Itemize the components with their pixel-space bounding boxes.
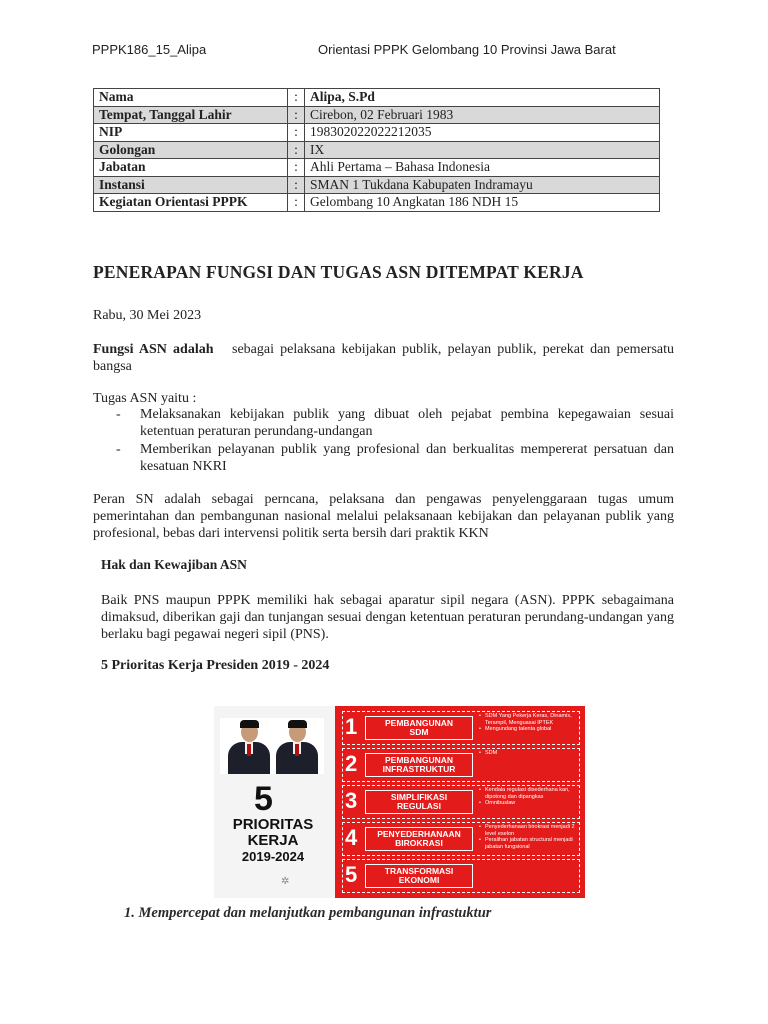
row-label: Kegiatan Orientasi PPPK bbox=[94, 194, 288, 212]
row-separator: : bbox=[288, 89, 305, 107]
priority-number: 2 bbox=[345, 751, 358, 776]
peran-paragraph: Peran SN adalah sebagai perncana, pelaksana dan pengawas penyelenggaraan tugas umum pemerintahan dan pembangunan nasional melalui pelaksanaan kebijakan dan pelayanan publik yang profesional, bebas dari intervensi politik serta bersih dari praktik KKN bbox=[93, 492, 674, 541]
row-separator: : bbox=[288, 124, 305, 142]
row-value: Cirebon, 02 Februari 1983 bbox=[305, 106, 660, 124]
priority-label: SIMPLIFIKASI REGULASI bbox=[365, 790, 473, 814]
poster-big-number: 5 bbox=[254, 780, 273, 818]
priority-label: PENYEDERHANAAN BIROKRASI bbox=[365, 827, 473, 851]
table-row bbox=[94, 176, 660, 194]
table-row bbox=[94, 194, 660, 212]
row-value: Ahli Pertama – Bahasa Indonesia bbox=[305, 159, 660, 177]
prioritas-poster bbox=[214, 706, 585, 898]
hak-heading: Hak dan Kewajiban ASN bbox=[101, 557, 247, 572]
row-separator: : bbox=[288, 176, 305, 194]
priority-label: TRANSFORMASI EKONOMI bbox=[365, 864, 473, 888]
priority-panel bbox=[335, 706, 585, 898]
hak-paragraph: Baik PNS maupun PPPK memiliki hak sebagai aparatur sipil negara (ASN). PPPK sebagaimana dimaksud, diberikan gaji dan tunjangan sesuai dengan ketentuan peraturan perundang-undangan yang berlaku bagi pegawai negeri sipil (PNS). bbox=[101, 593, 674, 642]
priority-row bbox=[342, 711, 580, 745]
table-row bbox=[94, 141, 660, 159]
prioritas-heading: 5 Prioritas Kerja Presiden 2019 - 2024 bbox=[101, 658, 330, 673]
priority-row bbox=[342, 859, 580, 893]
priority-notes: • Penyederhanaan birokrasi menjadi 2 level eselon • Peralihan jabatan structural menjadi jabatan fungsional bbox=[479, 824, 579, 850]
identity-table bbox=[93, 88, 660, 212]
poster-line-2: KERJA bbox=[247, 832, 299, 849]
priority-number: 3 bbox=[345, 788, 358, 813]
row-label: Tempat, Tanggal Lahir bbox=[94, 106, 288, 124]
list-item: - Melaksanakan kebijakan publik yang dibuat oleh pejabat pembina kepegawaian sesuai ketentuan peraturan perundang-undangan bbox=[116, 407, 674, 439]
list-item-text: Memberikan pelayanan publik yang profesional dan berkualitas mempererat persatuan dan kesatuan NKRI bbox=[140, 442, 674, 474]
row-value: IX bbox=[305, 141, 660, 159]
row-label: NIP bbox=[94, 124, 288, 142]
priority-notes: • SDM Yang Pekerja Keras, Dinamis, Terampil, Menguasai IPTEK • Mengundang talenta global bbox=[479, 713, 579, 733]
row-separator: : bbox=[288, 106, 305, 124]
leaders-photo bbox=[220, 718, 324, 774]
tugas-intro: Tugas ASN yaitu : bbox=[93, 391, 197, 406]
fungsi-text: sebagai pelaksana kebijakan publik, pelayan publik, perekat dan pemersatu bangsa bbox=[93, 342, 674, 374]
person-figure bbox=[226, 718, 272, 774]
table-row bbox=[94, 106, 660, 124]
row-value: 198302022022212035 bbox=[305, 124, 660, 142]
fungsi-paragraph bbox=[93, 341, 674, 375]
priority-notes: • Kendala regulasi disederhana kan, dipotong dan dipangkas • Omnibuslaw bbox=[479, 787, 579, 807]
list-item-text: Melaksanakan kebijakan publik yang dibuat oleh pejabat pembina kepegawaian sesuai ketentuan peraturan perundang-undangan bbox=[140, 407, 674, 439]
priority-label: PEMBANGUNAN INFRASTRUKTUR bbox=[365, 753, 473, 777]
poster-line-1: PRIORITAS bbox=[232, 816, 314, 833]
priority-number: 4 bbox=[345, 825, 358, 850]
fungsi-label: Fungsi ASN adalah bbox=[93, 342, 214, 357]
table-row bbox=[94, 89, 660, 107]
row-value: SMAN 1 Tukdana Kabupaten Indramayu bbox=[305, 176, 660, 194]
priority-row bbox=[342, 822, 580, 856]
row-label: Jabatan bbox=[94, 159, 288, 177]
list-item: - Memberikan pelayanan publik yang profesional dan berkualitas mempererat persatuan dan kesatuan NKRI bbox=[116, 442, 674, 474]
table-row bbox=[94, 159, 660, 177]
row-label: Instansi bbox=[94, 176, 288, 194]
priority-notes: • SDM bbox=[479, 750, 579, 757]
sparkle-icon: ✲ bbox=[281, 876, 290, 887]
caption-item-1: 1. Mempercepat dan melanjutkan pembangunan infrastuktur bbox=[124, 905, 492, 921]
date-line: Rabu, 30 Mei 2023 bbox=[93, 308, 202, 323]
row-separator: : bbox=[288, 141, 305, 159]
page-title: PENERAPAN FUNGSI DAN TUGAS ASN DITEMPAT KERJA bbox=[93, 262, 584, 282]
priority-number: 1 bbox=[345, 714, 358, 739]
row-value: Alipa, S.Pd bbox=[305, 89, 660, 107]
header-doc-id: PPPK186_15_Alipa bbox=[92, 42, 207, 57]
header-event: Orientasi PPPK Gelombang 10 Provinsi Jawa Barat bbox=[318, 42, 616, 57]
priority-label: PEMBANGUNAN SDM bbox=[365, 716, 473, 740]
tugas-list bbox=[93, 406, 674, 476]
poster-line-3: 2019-2024 bbox=[241, 849, 305, 864]
row-separator: : bbox=[288, 159, 305, 177]
priority-row bbox=[342, 748, 580, 782]
row-separator: : bbox=[288, 194, 305, 212]
row-label: Golongan bbox=[94, 141, 288, 159]
person-figure bbox=[274, 718, 320, 774]
priority-number: 5 bbox=[345, 862, 358, 887]
priority-row bbox=[342, 785, 580, 819]
table-row bbox=[94, 124, 660, 142]
row-value: Gelombang 10 Angkatan 186 NDH 15 bbox=[305, 194, 660, 212]
row-label: Nama bbox=[94, 89, 288, 107]
